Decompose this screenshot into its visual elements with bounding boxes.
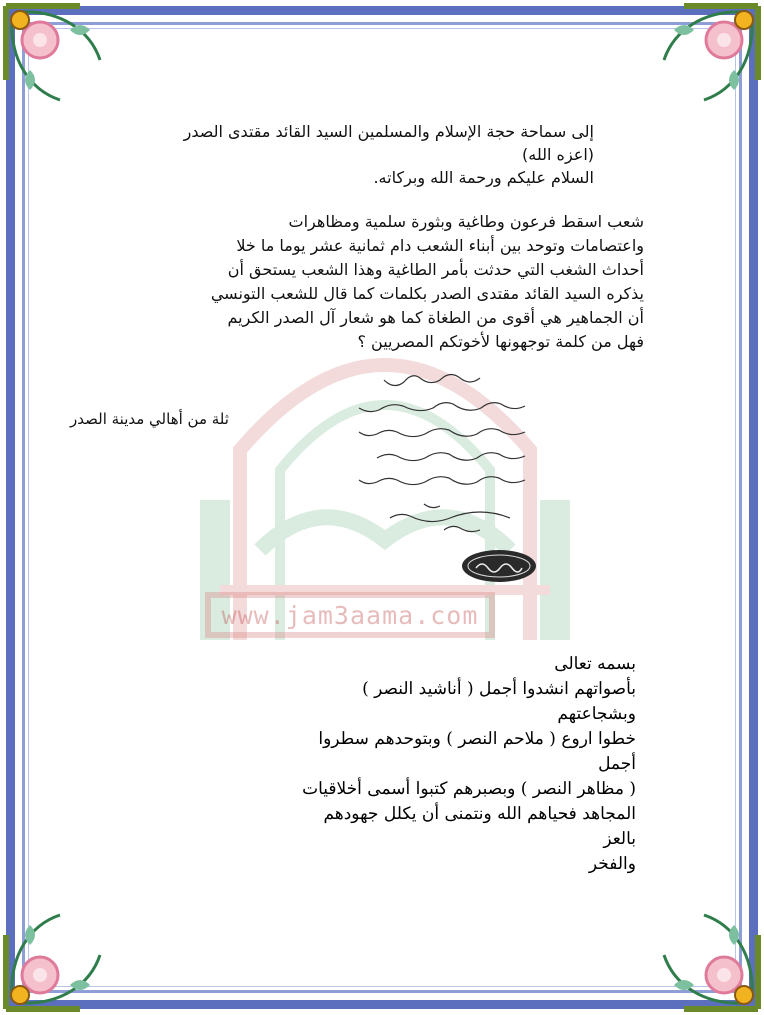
corner-ornament-icon	[644, 0, 764, 120]
transcript-line: بأصواتهم انشدوا أجمل ( أناشيد النصر ) وبشجاعتهم	[362, 679, 636, 724]
corner-ornament-icon	[0, 895, 120, 1015]
corner-ornament-icon	[0, 0, 120, 120]
body-line: شعب اسقط فرعون وطاغية وبثورة سلمية ومظاهرات	[288, 212, 644, 231]
transcript-line: بسمه تعالى	[554, 654, 636, 674]
transcript-line: خطوا اروع ( ملاحم النصر ) وبتوحدهم سطروا أجمل	[318, 729, 636, 774]
transcript-line: ( مظاهر النصر ) وبصبرهم كتبوا أسمى أخلاقيات	[302, 779, 636, 799]
letter-header	[154, 120, 594, 189]
transcript-line: المجاهد فحياهم الله ونتمنى أن يكلل جهودهم بالعز	[323, 804, 636, 849]
body-line: أحداث الشغب التي حدثت بأمر الطاغية وهذا الشعب يستحق أن	[227, 260, 644, 279]
addressee-line: إلى سماحة حجة الإسلام والمسلمين السيد القائد مقتدى الصدر	[183, 122, 594, 141]
greeting-line: السلام عليكم ورحمة الله وبركاته.	[373, 168, 594, 187]
watermark-url: www.jam3aama.com	[205, 592, 495, 638]
transcript-line: والفخر	[588, 854, 636, 874]
body-line: واعتصامات وتوحد بين أبناء الشعب دام ثمانية عشر يوما ما خلا	[236, 236, 644, 255]
handwritten-reply-image	[330, 368, 530, 538]
honorific-line: (اعزه الله)	[522, 145, 594, 164]
official-seal-icon	[460, 548, 538, 584]
body-line: يذكره السيد القائد مقتدى الصدر بكلمات كما قال للشعب التونسي	[210, 284, 644, 303]
letter-body	[124, 210, 644, 354]
reply-transcript	[296, 652, 636, 877]
sender-signature: ثلة من أهالي مدينة الصدر	[70, 410, 229, 428]
corner-ornament-icon	[644, 895, 764, 1015]
body-line: فهل من كلمة توجهونها لأخوتكم المصريين ؟	[357, 332, 644, 351]
body-line: أن الجماهير هي أقوى من الطغاة كما هو شعار آل الصدر الكريم	[227, 308, 644, 327]
